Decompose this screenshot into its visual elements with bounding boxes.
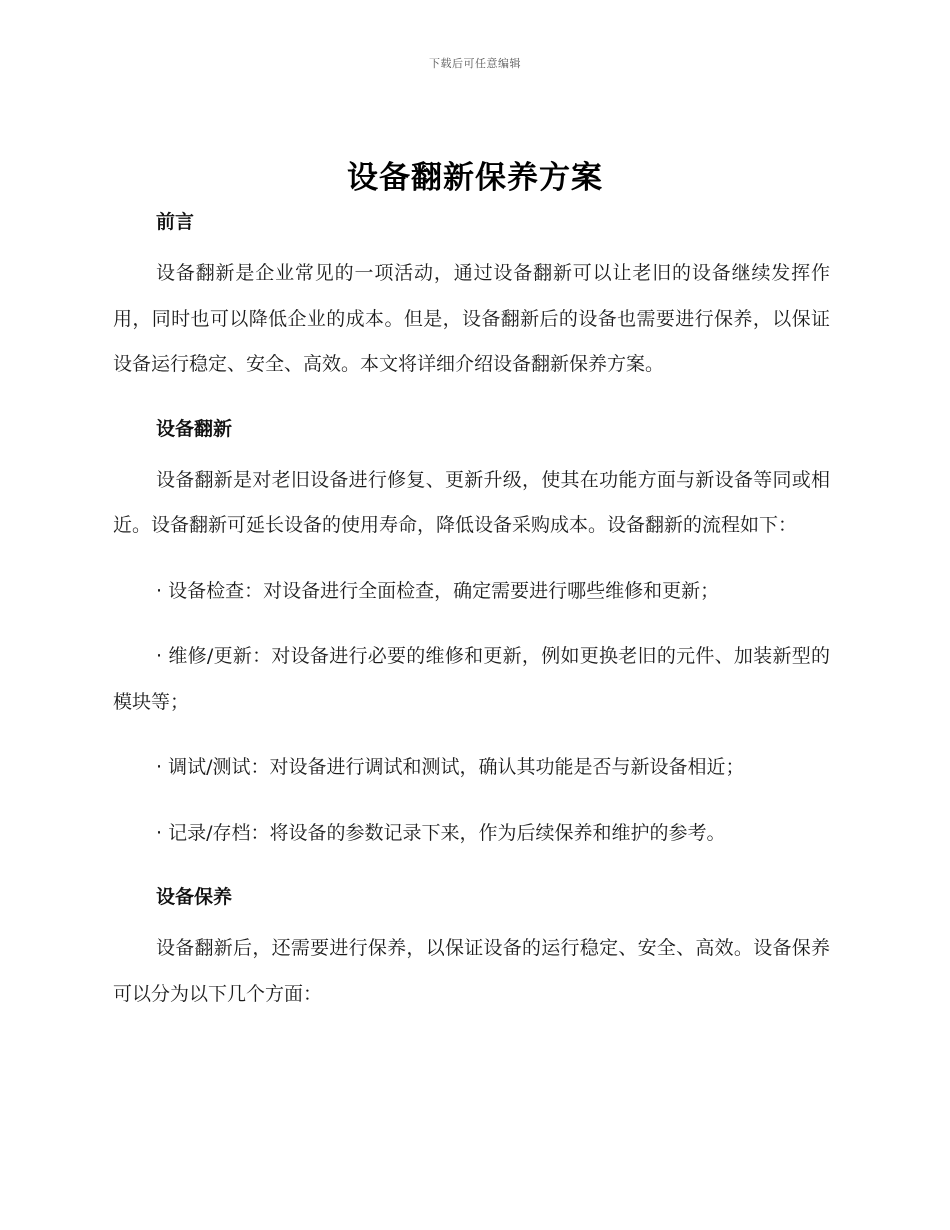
list-item-testing: · 调试/测试：对设备进行调试和测试，确认其功能是否与新设备相近； (156, 756, 745, 778)
section-heading-preface: 前言 (156, 211, 195, 233)
list-item-records: · 记录/存档：将设备的参数记录下来，作为后续保养和维护的参考。 (156, 821, 726, 844)
list-item-repair: · 维修/更新：对设备进行必要的维修和更新，例如更换老旧的元件、加装新型的模块等； (113, 645, 830, 713)
paragraph-maintenance: 设备翻新后，还需要进行保养，以保证设备的运行稳定、安全、高效。设备保养可以分为以下几个方面： (113, 937, 830, 1005)
page-title: 设备翻新保养方案 (347, 160, 603, 196)
section-heading-maintenance: 设备保养 (156, 886, 233, 908)
paragraph-renovation: 设备翻新是对老旧设备进行修复、更新升级，使其在功能方面与新设备等同或相近。设备翻新可延长设备的使用寿命，降低设备采购成本。设备翻新的流程如下： (113, 468, 830, 536)
list-item-inspection: · 设备检查：对设备进行全面检查，确定需要进行哪些维修和更新； (156, 579, 720, 602)
paragraph-preface: 设备翻新是企业常见的一项活动，通过设备翻新可以让老旧的设备继续发挥作用，同时也可以降低企业的成本。但是，设备翻新后的设备也需要进行保养，以保证设备运行稳定、安全、高效。本文将详细介绍设备翻新保养方案。 (113, 262, 830, 375)
document-body (113, 205, 830, 1017)
header-note: 下载后可任意编辑 (429, 57, 521, 70)
section-heading-renovation: 设备翻新 (156, 417, 233, 440)
